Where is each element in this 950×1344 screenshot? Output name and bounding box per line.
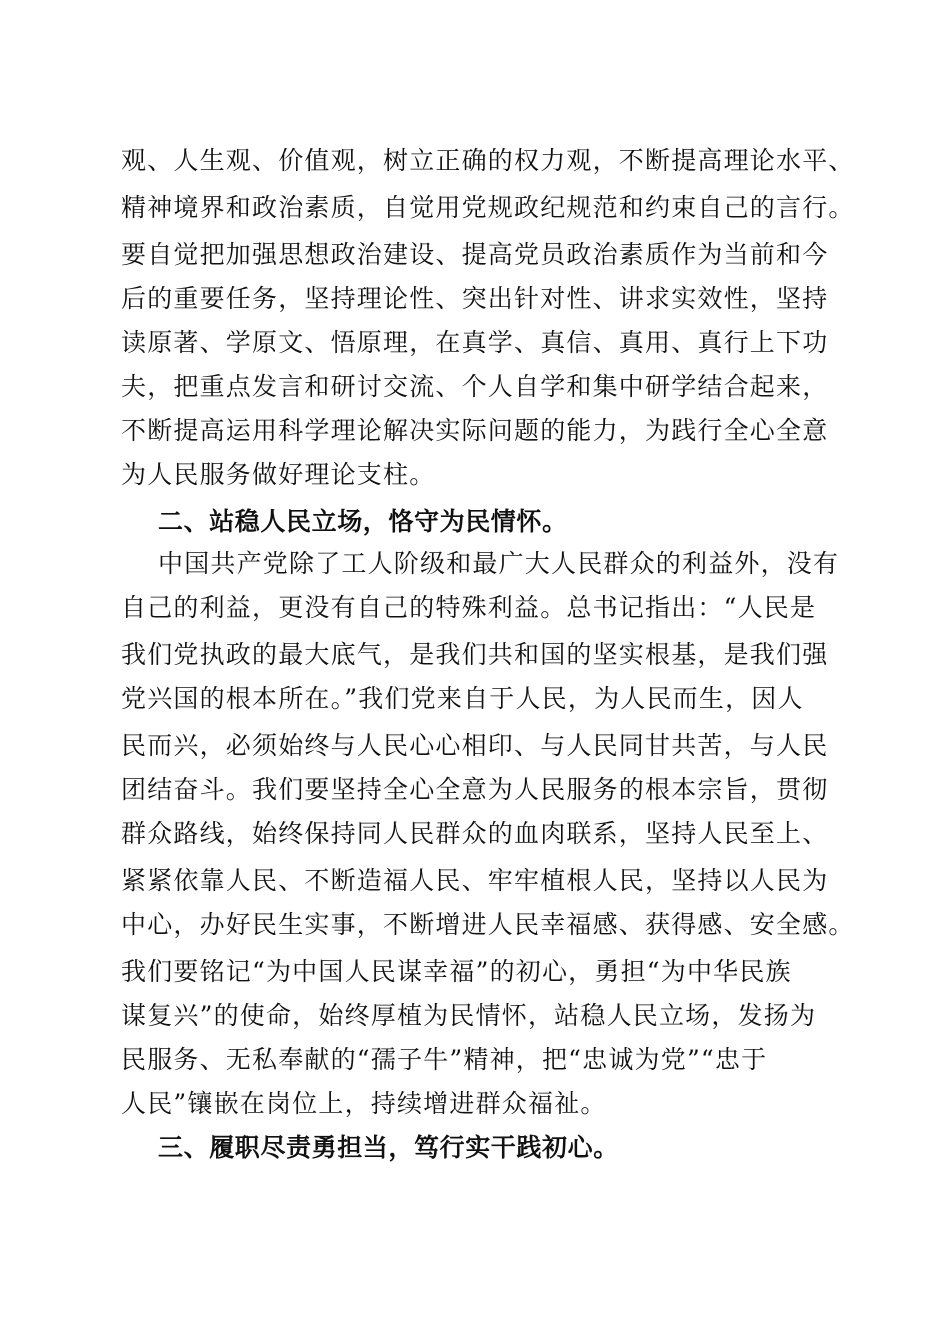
paragraph-line: 我们要铭记“为中国人民谋幸福”的初心，勇担“为中华民族 bbox=[121, 957, 792, 986]
paragraph-line: 读原著、学原文、悟原理，在真学、真信、真用、真行上下功 bbox=[121, 328, 829, 357]
paragraph-line: 紧紧依靠人民、不断造福人民、牢牢植根人民，坚持以人民为 bbox=[121, 866, 829, 895]
paragraph-line: 不断提高运用科学理论解决实际问题的能力，为践行全心全意 bbox=[121, 416, 829, 445]
section-heading: 三、履职尽责勇担当，笃行实干践初心。 bbox=[158, 1133, 619, 1162]
paragraph-line: 我们党执政的最大底气，是我们共和国的坚实根基，是我们强 bbox=[121, 640, 829, 669]
paragraph-line: 观、人生观、价值观，树立正确的权力观，不断提高理论水平、 bbox=[121, 146, 855, 175]
paragraph-line: 中心，办好民生实事，不断增进人民幸福感、获得感、安全感。 bbox=[121, 910, 855, 939]
paragraph-line: 谋复兴”的使命，始终厚植为民情怀，站稳人民立场，发扬为 bbox=[121, 1001, 817, 1030]
paragraph-line: 团结奋斗。我们要坚持全心全意为人民服务的根本宗旨，贯彻 bbox=[121, 775, 829, 804]
paragraph-line: 人民”镶嵌在岗位上，持续增进群众福祉。 bbox=[121, 1089, 607, 1118]
section-heading: 二、站稳人民立场，恪守为民情怀。 bbox=[158, 507, 568, 536]
paragraph-line: 为人民服务做好理论支柱。 bbox=[121, 460, 436, 489]
paragraph-line: 后的重要任务，坚持理论性、突出针对性、讲求实效性，坚持 bbox=[121, 284, 829, 313]
paragraph-line: 民而兴，必须始终与人民心心相印、与人民同甘共苦，与人民 bbox=[121, 731, 829, 760]
paragraph-line: 自己的利益，更没有自己的特殊利益。总书记指出：“人民是 bbox=[121, 593, 817, 622]
paragraph-line: 中国共产党除了工人阶级和最广大人民群众的利益外，没有 bbox=[158, 549, 840, 578]
paragraph-line: 民服务、无私奉献的“孺子牛”精神，把“忠诚为党”“忠于 bbox=[121, 1045, 768, 1074]
paragraph-line: 夫，把重点发言和研讨交流、个人自学和集中研学结合起来， bbox=[121, 372, 829, 401]
paragraph-line: 要自觉把加强思想政治建设、提高党员政治素质作为当前和今 bbox=[121, 240, 829, 269]
paragraph-line: 党兴国的根本所在。”我们党来自于人民，为人民而生，因人 bbox=[121, 684, 804, 713]
paragraph-line: 精神境界和政治素质，自觉用党规政纪规范和约束自己的言行。 bbox=[121, 193, 855, 222]
paragraph-line: 群众路线，始终保持同人民群众的血肉联系，坚持人民至上、 bbox=[121, 819, 829, 848]
